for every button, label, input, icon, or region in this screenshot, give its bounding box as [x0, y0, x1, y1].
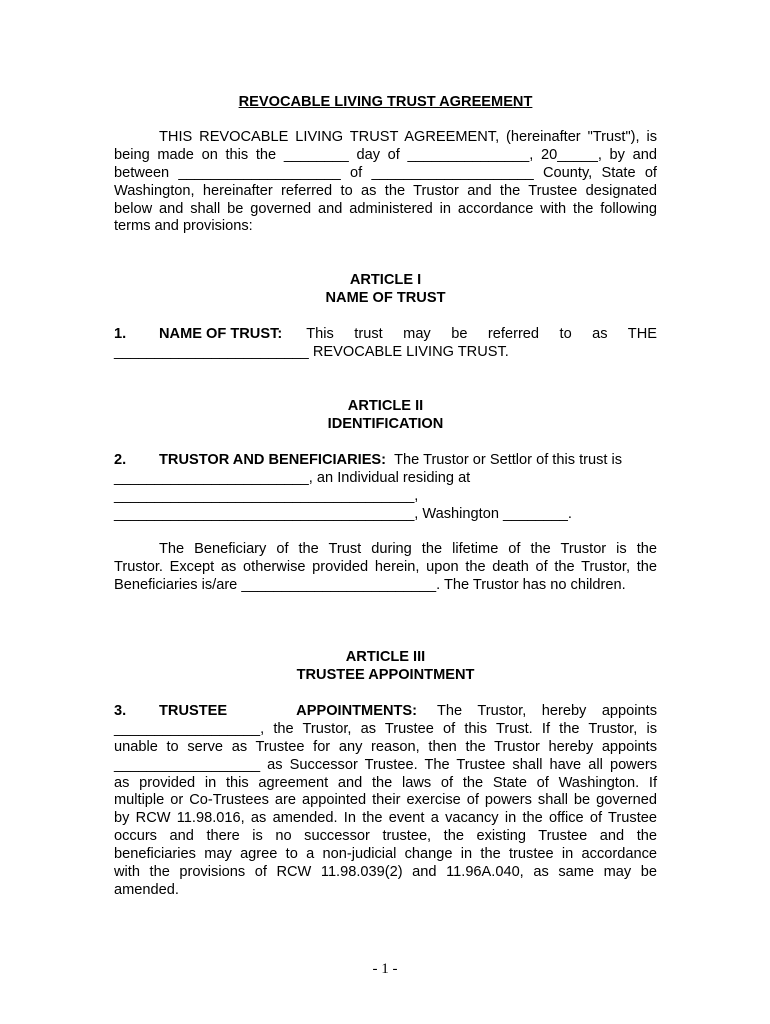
section-2-line: _____________________________________,: [114, 487, 419, 504]
section-1-title: NAME OF TRUST:: [159, 326, 283, 343]
article-3-heading: ARTICLE III: [345, 649, 426, 666]
section-1-number: 1.: [114, 326, 127, 343]
section-3-line: [114, 703, 657, 721]
intro-paragraph: [114, 129, 657, 236]
beneficiary-line: The Beneficiary of the Trust during the lifetime of the Trustor is the: [159, 541, 657, 558]
intro-line: between ____________________ of ____________________ County, State of: [114, 164, 657, 181]
section-3-line: __________________, the Trustor, as Trustee of this Trust. If the Trustor, is: [114, 720, 657, 737]
section-2-number: 2.: [114, 451, 127, 468]
document-title: REVOCABLE LIVING TRUST AGREEMENT: [238, 94, 533, 110]
article-1-heading: ARTICLE I: [349, 272, 422, 289]
section-2-title: TRUSTOR AND BENEFICIARIES:: [159, 451, 387, 468]
section-1-line: [114, 326, 657, 344]
section-3-line: with the provisions of RCW 11.98.039(2) and 11.96A.040, as same may be: [114, 864, 657, 881]
beneficiary-line: Beneficiaries is/are ________________________. The Trustor has no children.: [114, 577, 626, 594]
section-3-number: 3.: [114, 702, 127, 719]
article-2-heading: ARTICLE II: [347, 397, 424, 414]
section-3-text: The Trustor, hereby appoints: [437, 702, 657, 719]
section-3-title-text: TRUSTEE APPOINTMENTS:: [159, 702, 417, 719]
section-3-line: by RCW 11.98.016, as amended. In the event a vacancy in the office of Trustee: [114, 810, 657, 827]
section-3-line: multiple or Co-Trustees are appointed their exercise of powers shall be governed: [114, 792, 657, 809]
section-3-line: unable to serve as Trustee for any reason, then the Trustor hereby appoints: [114, 738, 657, 755]
section-3-line: __________________ as Successor Trustee. The Trustee shall have all powers: [114, 756, 657, 773]
intro-line: below and shall be governed and administered in accordance with the following: [114, 200, 657, 217]
section-2-text: The Trustor or Settlor of this trust is: [394, 451, 623, 468]
section-3-line: beneficiaries may agree to a non-judicial change in the trustee in accordance: [114, 846, 657, 863]
document-body: [114, 94, 657, 900]
intro-line: terms and provisions:: [114, 218, 253, 235]
section-3-line: amended.: [114, 882, 179, 898]
section-3-title: [159, 703, 417, 721]
article-3-subheading: TRUSTEE APPOINTMENT: [296, 667, 475, 684]
section-1-line: ________________________ REVOCABLE LIVING TRUST.: [114, 344, 509, 361]
section-2-line: [114, 452, 657, 470]
section-3-line: as provided in this agreement and the laws of the State of Washington. If: [114, 774, 657, 791]
section-3-line: occurs and there is no successor trustee, the existing Trustee and the: [114, 828, 657, 845]
section-1-text: This trust may be referred to as THE: [306, 326, 657, 343]
article-2-subheading: IDENTIFICATION: [327, 415, 444, 432]
section-2-line: ________________________, an Individual residing at: [114, 469, 471, 486]
section-2-line: _____________________________________, Washington ________.: [114, 505, 572, 522]
page-number: - 1 -: [372, 961, 398, 977]
beneficiary-line: Trustor. Except as otherwise provided herein, upon the death of the Trustor, the: [114, 559, 657, 576]
intro-line: Washington, hereinafter referred to as the Trustor and the Trustee designated: [114, 182, 657, 199]
intro-line: being made on this the ________ day of _______________, 20_____, by and: [114, 146, 657, 163]
article-1-subheading: NAME OF TRUST: [325, 290, 446, 307]
intro-line: THIS REVOCABLE LIVING TRUST AGREEMENT, (hereinafter "Trust"), is: [159, 128, 657, 145]
